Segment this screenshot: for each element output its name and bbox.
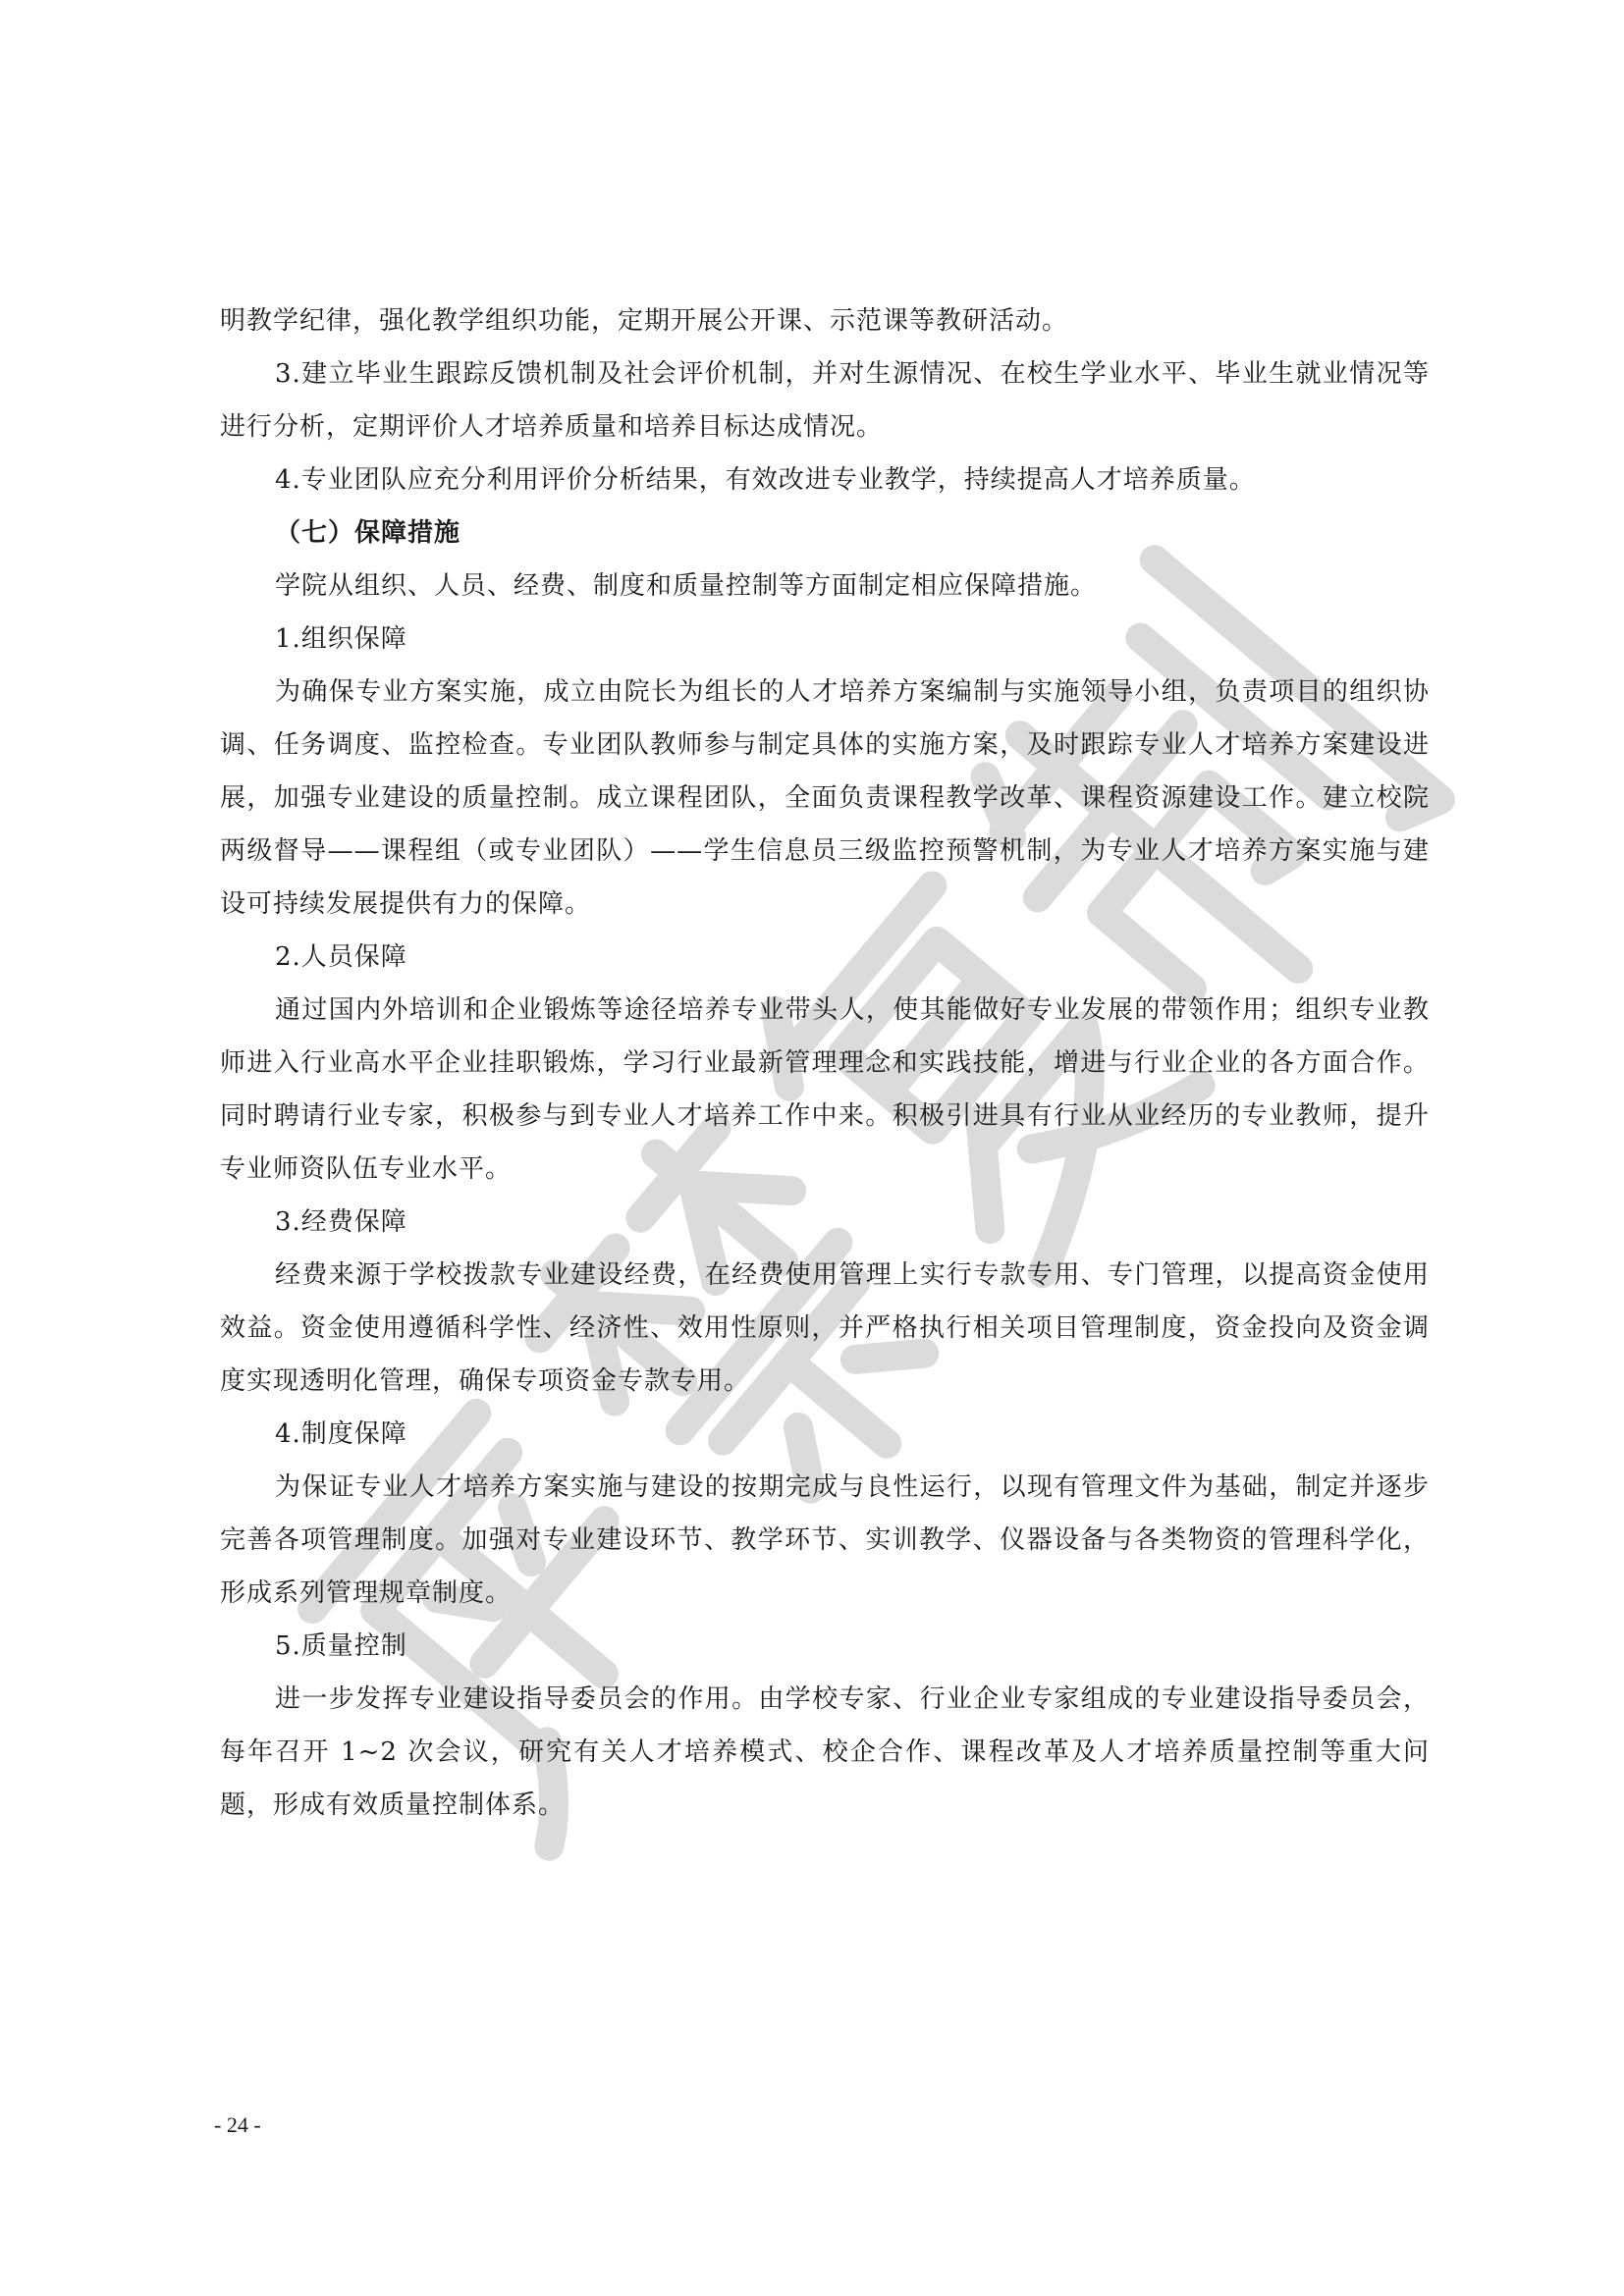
page-number: - 24 -: [214, 2112, 261, 2137]
subheading-system: 4.制度保障: [275, 1419, 407, 1449]
paragraph-system: 为保证专业人才培养方案实施与建设的按期完成与良性运行，以现有管理文件为基础，制定并逐步完善各项管理制度。加强对专业建设环节、教学环节、实训教学、仪器设备与各类物资的管理科学化，形成系列管理规章制度。: [220, 1472, 1430, 1608]
subheading-personnel: 2.人员保障: [275, 942, 407, 972]
subheading-quality-control: 5.质量控制: [275, 1631, 407, 1661]
subheading-organization: 1.组织保障: [275, 624, 407, 654]
subheading-funding: 3.经费保障: [275, 1207, 407, 1237]
document-body: [220, 294, 1430, 1832]
paragraph-quality-control: 进一步发挥专业建设指导委员会的作用。由学校专家、行业企业专家组成的专业建设指导委员会，每年召开 1~2 次会议，研究有关人才培养模式、校企合作、课程改革及人才培养质量控制等重大问题，形成有效质量控制体系。: [220, 1684, 1430, 1820]
paragraph-personnel: 通过国内外培训和企业锻炼等途径培养专业带头人，使其能做好专业发展的带领作用；组织专业教师进入行业高水平企业挂职锻炼，学习行业最新管理理念和实践技能，增进与行业企业的各方面合作。同时聘请行业专家，积极参与到专业人才培养工作中来。积极引进具有行业从业经历的专业教师，提升专业师资队伍专业水平。: [220, 995, 1430, 1184]
paragraph-guarantee-intro: 学院从组织、人员、经费、制度和质量控制等方面制定相应保障措施。: [275, 571, 1098, 601]
section-heading-guarantee-measures: （七）保障措施: [275, 518, 461, 548]
paragraph-organization: 为确保专业方案实施，成立由院长为组长的人才培养方案编制与实施领导小组，负责项目的组织协调、任务调度、监控检查。专业团队教师参与制定具体的实施方案，及时跟踪专业人才培养方案建设进展，加强专业建设的质量控制。成立课程团队，全面负责课程教学改革、课程资源建设工作。建立校院两级督导——课程组（或专业团队）——学生信息员三级监控预警机制，为专业人才培养方案实施与建设可持续发展提供有力的保障。: [220, 677, 1430, 919]
paragraph-funding: 经费来源于学校拨款专业建设经费，在经费使用管理上实行专款专用、专门管理，以提高资金使用效益。资金使用遵循科学性、经济性、效用性原则，并严格执行相关项目管理制度，资金投向及资金调度实现透明化管理，确保专项资金专款专用。: [220, 1260, 1430, 1396]
paragraph-graduate-tracking: 3.建立毕业生跟踪反馈机制及社会评价机制，并对生源情况、在校生学业水平、毕业生就业情况等进行分析，定期评价人才培养质量和培养目标达成情况。: [220, 359, 1430, 442]
paragraph-continuation: 明教学纪律，强化教学组织功能，定期开展公开课、示范课等教研活动。: [220, 306, 1069, 336]
paragraph-evaluation-use: 4.专业团队应充分利用评价分析结果，有效改进专业教学，持续提高人才培养质量。: [275, 465, 1256, 495]
